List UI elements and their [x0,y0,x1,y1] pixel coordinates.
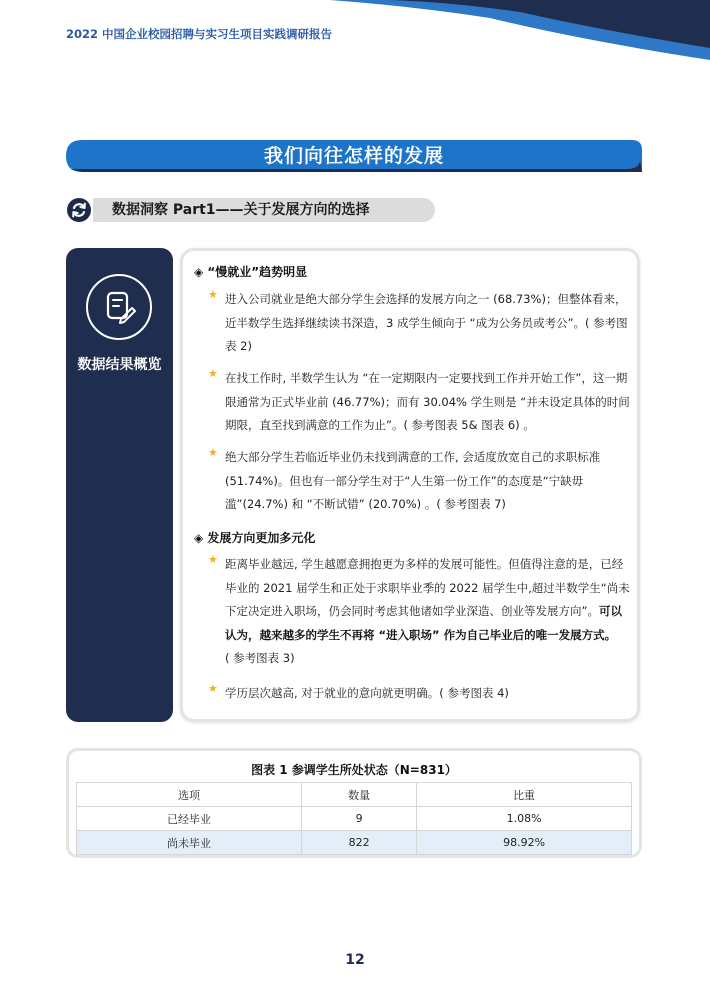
bullet-item: ★ 进入公司就业是绝大部分学生会选择的发展方向之一 (68.73%)；但整体看来，近半数学生选择继续读书深造，3 成学生倾向于 “成为公务员或考公”。( 参考图表 2) [208,288,628,353]
corner-decoration [330,0,710,60]
refresh-icon [67,198,91,222]
bullet-item: ★ 学历层次越高, 对于就业的意向就更明确。( 参考图表 4) [208,682,509,700]
heading-diversified-development: ◈ 发展方向更加多元化 [194,531,316,545]
table-header-cell: 数量 [302,783,417,807]
table-header-row [77,783,632,807]
table-cell: 9 [302,807,417,831]
page-title: 我们向往怎样的发展 [263,145,444,167]
table-header-cell: 比重 [417,783,632,807]
document-edit-icon [86,274,152,340]
table-cell: 98.92% [417,831,632,855]
star-icon: ★ [208,288,218,301]
heading-slow-employment: ◈ “慢就业”趋势明显 [194,265,308,279]
page-number: 12 [345,952,365,968]
table-cell: 822 [302,831,417,855]
star-icon: ★ [208,553,218,566]
table-row [77,831,632,855]
bullet-item: ★ 距离毕业越远, 学生越愿意拥抱更为多样的发展可能性。但值得注意的是，已经毕业的 2021 届学生和正处于求职毕业季的 2022 届学生中,超过半数学生“尚未下定决定进入职场，仍会同时考虑其他诸如学业深造、创业等发展方向”。可以认为，越来越多的学生不再将 “进入职场” 作为自己毕业后的唯一发展方式。 ( 参考图表 3) [208,553,630,665]
status-table [76,782,632,855]
report-header-title: 2022 中国企业校园招聘与实习生项目实践调研报告 [66,27,333,41]
table-header-cell: 选项 [77,783,302,807]
table-cell: 1.08% [417,807,632,831]
status-table-card [66,748,642,858]
star-icon: ★ [208,446,218,459]
bullet-item: ★ 绝大部分学生若临近毕业仍未找到满意的工作, 会适度放宽自己的求职标准 (51.74%)。但也有一部分学生对于“人生第一份工作”的态度是“宁缺毋滥”(24.7%) 和 “不断试错” (20.70%) 。( 参考图表 7) [208,446,601,511]
side-panel-label: 数据结果概览 [77,357,162,373]
table-title: 图表 1 参调学生所处状态（N=831） [251,763,457,777]
section-title: 数据洞察 Part1——关于发展方向的选择 [112,202,370,218]
star-icon: ★ [208,682,218,695]
table-row [77,807,632,831]
bullet-item: ★ 在找工作时, 半数学生认为 “在一定期限内一定要找到工作并开始工作”，这一期限通常为正式毕业前 (46.77%)；而有 30.04% 学生则是 “并未设定具体的时间期限，直至找到满意的工作为止”。( 参考图表 5& 图表 6) 。 [208,367,630,432]
star-icon: ★ [208,367,218,380]
table-cell: 已经毕业 [77,807,302,831]
table-cell: 尚未毕业 [77,831,302,855]
